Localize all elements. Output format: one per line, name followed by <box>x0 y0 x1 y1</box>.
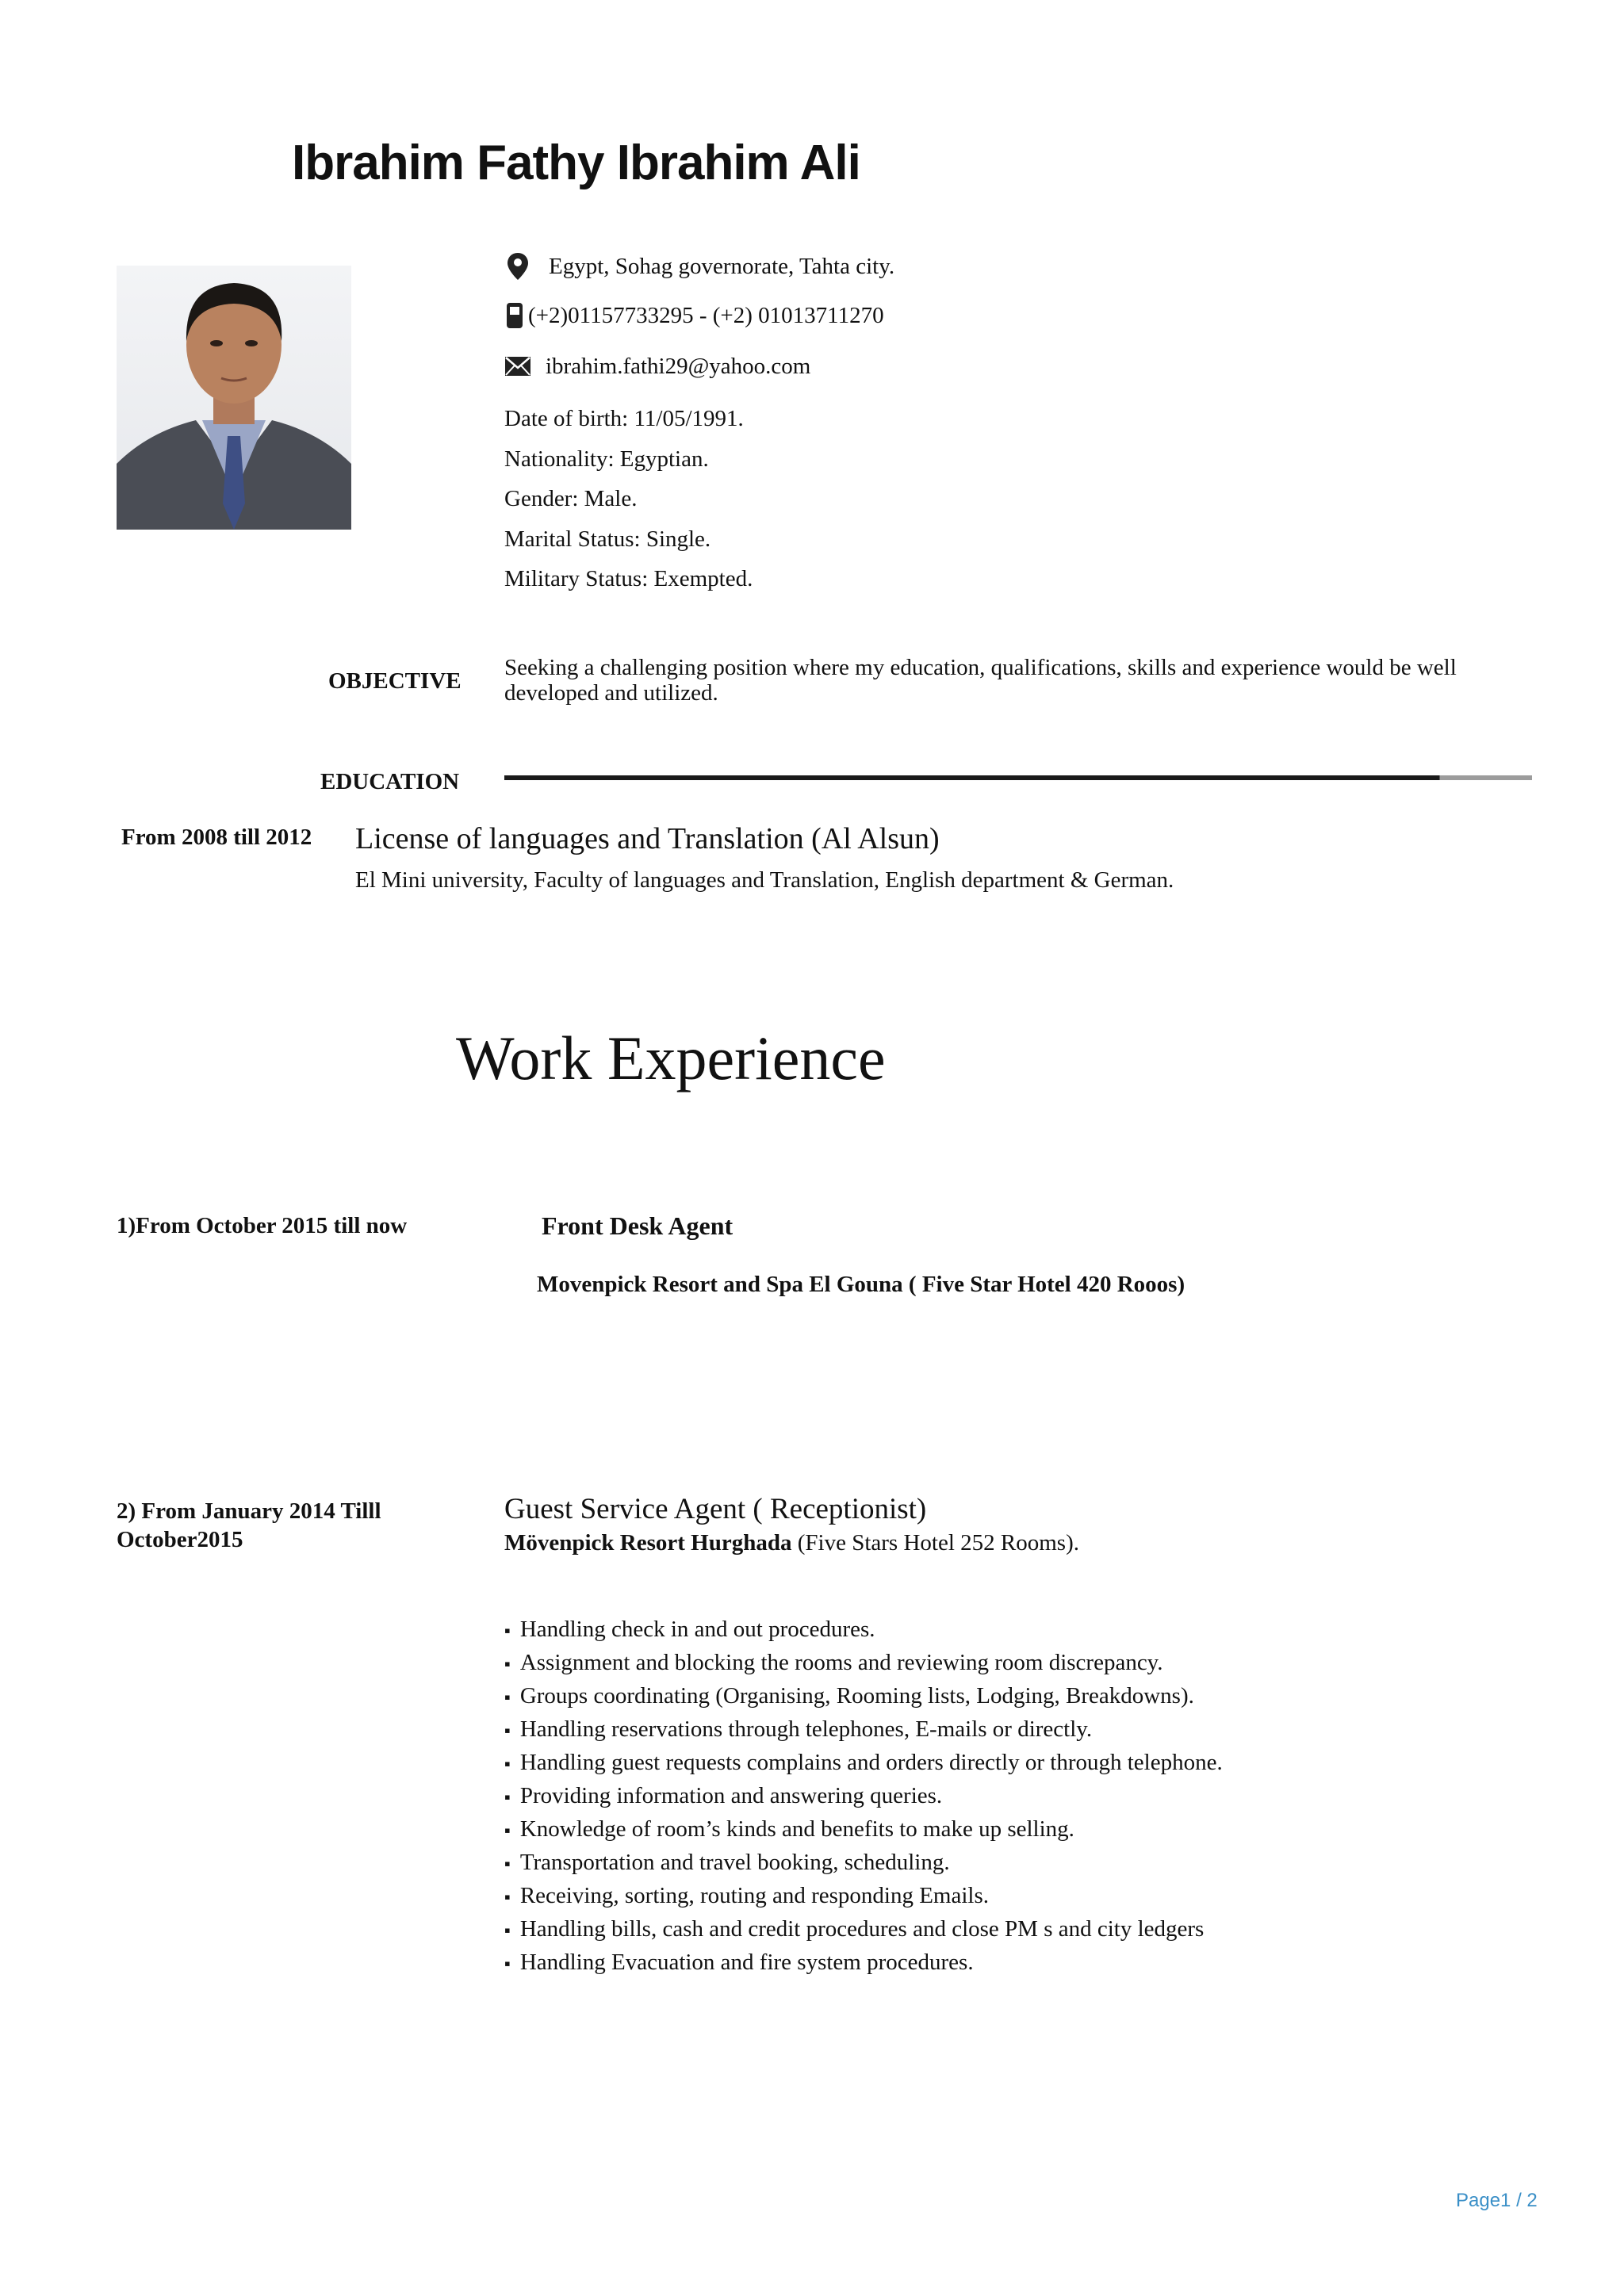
job-2-period-line2: October2015 <box>117 1527 243 1552</box>
list-item: ▪ Handling reservations through telephones, E-mails or directly. <box>504 1713 1223 1747</box>
date-of-birth: Date of birth: 11/05/1991. <box>504 406 744 431</box>
job-2-employer-note: (Five Stars Hotel 252 Rooms). <box>791 1530 1079 1556</box>
job-2-role: Guest Service Agent ( Receptionist) <box>504 1493 927 1525</box>
job-2-duties-list <box>504 1613 1223 1980</box>
list-item: ▪ Handling check in and out procedures. <box>504 1613 1223 1647</box>
objective-label: OBJECTIVE <box>328 668 462 694</box>
list-item: ▪ Assignment and blocking the rooms and reviewing room discrepancy. <box>504 1647 1223 1680</box>
address-text: Egypt, Sohag governorate, Tahta city. <box>549 253 895 279</box>
email-text: ibrahim.fathi29@yahoo.com <box>546 353 811 379</box>
job-1-role: Front Desk Agent <box>542 1211 733 1240</box>
candidate-name: Ibrahim Fathy Ibrahim Ali <box>292 136 860 190</box>
job-1-period: 1)From October 2015 till now <box>117 1213 408 1238</box>
education-institution: El Mini university, Faculty of languages and Translation, English department & German. <box>355 867 1174 893</box>
job-2-period-line1: 2) From January 2014 Tilll <box>117 1498 381 1524</box>
envelope-icon <box>504 352 531 381</box>
job-2-employer: Mövenpick Resort Hurghada <box>504 1530 792 1556</box>
education-period: From 2008 till 2012 <box>121 825 312 850</box>
education-degree: License of languages and Translation (Al Alsun) <box>355 822 940 855</box>
page-number: Page1 / 2 <box>1456 2190 1538 2211</box>
list-item: ▪ Groups coordinating (Organising, Rooming lists, Lodging, Breakdowns). <box>504 1680 1223 1713</box>
list-item: ▪ Providing information and answering queries. <box>504 1780 1223 1813</box>
job-1-employer: Movenpick Resort and Spa El Gouna ( Five Star Hotel 420 Rooos) <box>537 1272 1185 1297</box>
nationality: Nationality: Egyptian. <box>504 446 709 472</box>
list-item: ▪ Handling guest requests complains and orders directly or through telephone. <box>504 1747 1223 1780</box>
work-experience-heading: Work Experience <box>456 1024 886 1093</box>
job-2-employer-line <box>504 1530 1079 1556</box>
military-status: Military Status: Exempted. <box>504 566 753 591</box>
list-item: ▪ Knowledge of room’s kinds and benefits to make up selling. <box>504 1813 1223 1846</box>
profile-photo <box>117 266 351 530</box>
list-item: ▪ Handling Evacuation and fire system procedures. <box>504 1946 1223 1980</box>
section-divider <box>504 775 1532 780</box>
mobile-phone-icon <box>504 301 525 330</box>
list-item: ▪ Handling bills, cash and credit procedures and close PM s and city ledgers <box>504 1913 1223 1946</box>
contact-email <box>504 352 810 381</box>
objective-text: Seeking a challenging position where my education, qualifications, skills and experience would be well developed and utilized. <box>504 655 1457 706</box>
list-item: ▪ Receiving, sorting, routing and responding Emails. <box>504 1880 1223 1913</box>
marital-status: Marital Status: Single. <box>504 526 711 552</box>
list-item: ▪ Transportation and travel booking, scheduling. <box>504 1846 1223 1880</box>
contact-address <box>504 252 894 281</box>
location-pin-icon <box>504 252 531 281</box>
contact-phone <box>504 301 884 330</box>
gender: Gender: Male. <box>504 486 638 511</box>
education-label: EDUCATION <box>320 769 460 794</box>
phone-text: (+2)01157733295 - (+2) 01013711270 <box>528 302 884 328</box>
